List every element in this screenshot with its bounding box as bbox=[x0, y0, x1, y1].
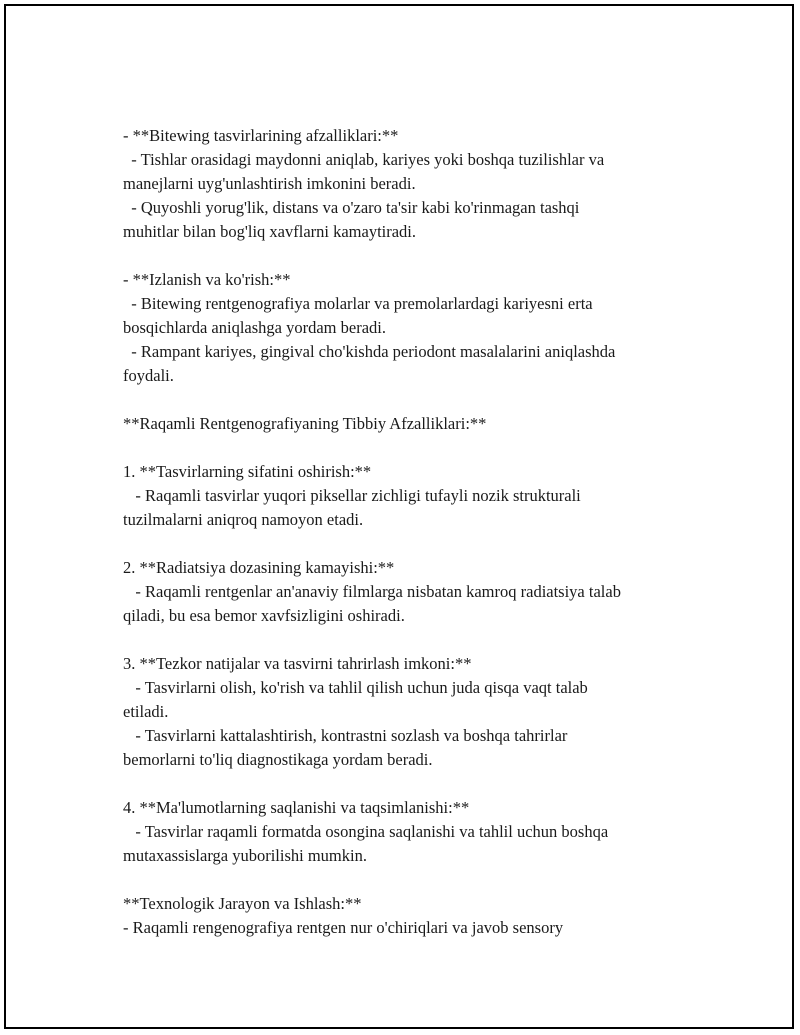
text-line: etiladi. bbox=[123, 702, 169, 721]
text-line: - Raqamli rentgenlar an'anaviy filmlarga nisbatan kamroq radiatsiya talab bbox=[123, 582, 621, 601]
text-line: - Raqamli rengenografiya rentgen nur o'chiriqlari va javob sensory bbox=[123, 918, 564, 937]
text-line: bemorlarni to'liq diagnostikaga yordam beradi. bbox=[123, 750, 433, 769]
blank-line bbox=[123, 772, 703, 796]
page-frame bbox=[4, 4, 794, 1029]
blank-line bbox=[123, 628, 703, 652]
text-line: mutaxassislarga yuborilishi mumkin. bbox=[123, 846, 367, 865]
blank-line bbox=[123, 244, 703, 268]
text-line: - Rampant kariyes, gingival cho'kishda periodont masalalarini aniqlashda bbox=[123, 342, 616, 361]
text-line: qiladi, bu esa bemor xavfsizligini oshiradi. bbox=[123, 606, 405, 625]
text-line: - Tasvirlarni kattalashtirish, kontrastni sozlash va boshqa tahrirlar bbox=[123, 726, 568, 745]
text-line: **Texnologik Jarayon va Ishlash:** bbox=[123, 894, 362, 913]
blank-line bbox=[123, 388, 703, 412]
blank-line bbox=[123, 532, 703, 556]
document-body bbox=[123, 124, 703, 940]
text-line: - Raqamli tasvirlar yuqori piksellar zichligi tufayli nozik strukturali bbox=[123, 486, 581, 505]
text-line: tuzilmalarni aniqroq namoyon etadi. bbox=[123, 510, 364, 529]
text-line: **Raqamli Rentgenografiyaning Tibbiy Afzalliklari:** bbox=[123, 414, 487, 433]
blank-line bbox=[123, 868, 703, 892]
text-line: 2. **Radiatsiya dozasining kamayishi:** bbox=[123, 558, 395, 577]
blank-line bbox=[123, 436, 703, 460]
text-line: 3. **Tezkor natijalar va tasvirni tahrirlash imkoni:** bbox=[123, 654, 472, 673]
text-line: - Tishlar orasidagi maydonni aniqlab, kariyes yoki boshqa tuzilishlar va bbox=[123, 150, 605, 169]
text-line: - Quyoshli yorug'lik, distans va o'zaro ta'sir kabi ko'rinmagan tashqi bbox=[123, 198, 580, 217]
text-line: manejlarni uyg'unlashtirish imkonini beradi. bbox=[123, 174, 416, 193]
text-line: foydali. bbox=[123, 366, 174, 385]
text-line: bosqichlarda aniqlashga yordam beradi. bbox=[123, 318, 386, 337]
text-line: - Tasvirlarni olish, ko'rish va tahlil qilish uchun juda qisqa vaqt talab bbox=[123, 678, 588, 697]
text-line: 1. **Tasvirlarning sifatini oshirish:** bbox=[123, 462, 372, 481]
text-line: - **Izlanish va ko'rish:** bbox=[123, 270, 291, 289]
text-line: - Tasvirlar raqamli formatda osongina saqlanishi va tahlil uchun boshqa bbox=[123, 822, 609, 841]
text-line: - Bitewing rentgenografiya molarlar va premolarlardagi kariyesni erta bbox=[123, 294, 593, 313]
text-line: muhitlar bilan bog'liq xavflarni kamaytiradi. bbox=[123, 222, 417, 241]
text-line: - **Bitewing tasvirlarining afzalliklari:** bbox=[123, 126, 399, 145]
text-line: 4. **Ma'lumotlarning saqlanishi va taqsimlanishi:** bbox=[123, 798, 470, 817]
